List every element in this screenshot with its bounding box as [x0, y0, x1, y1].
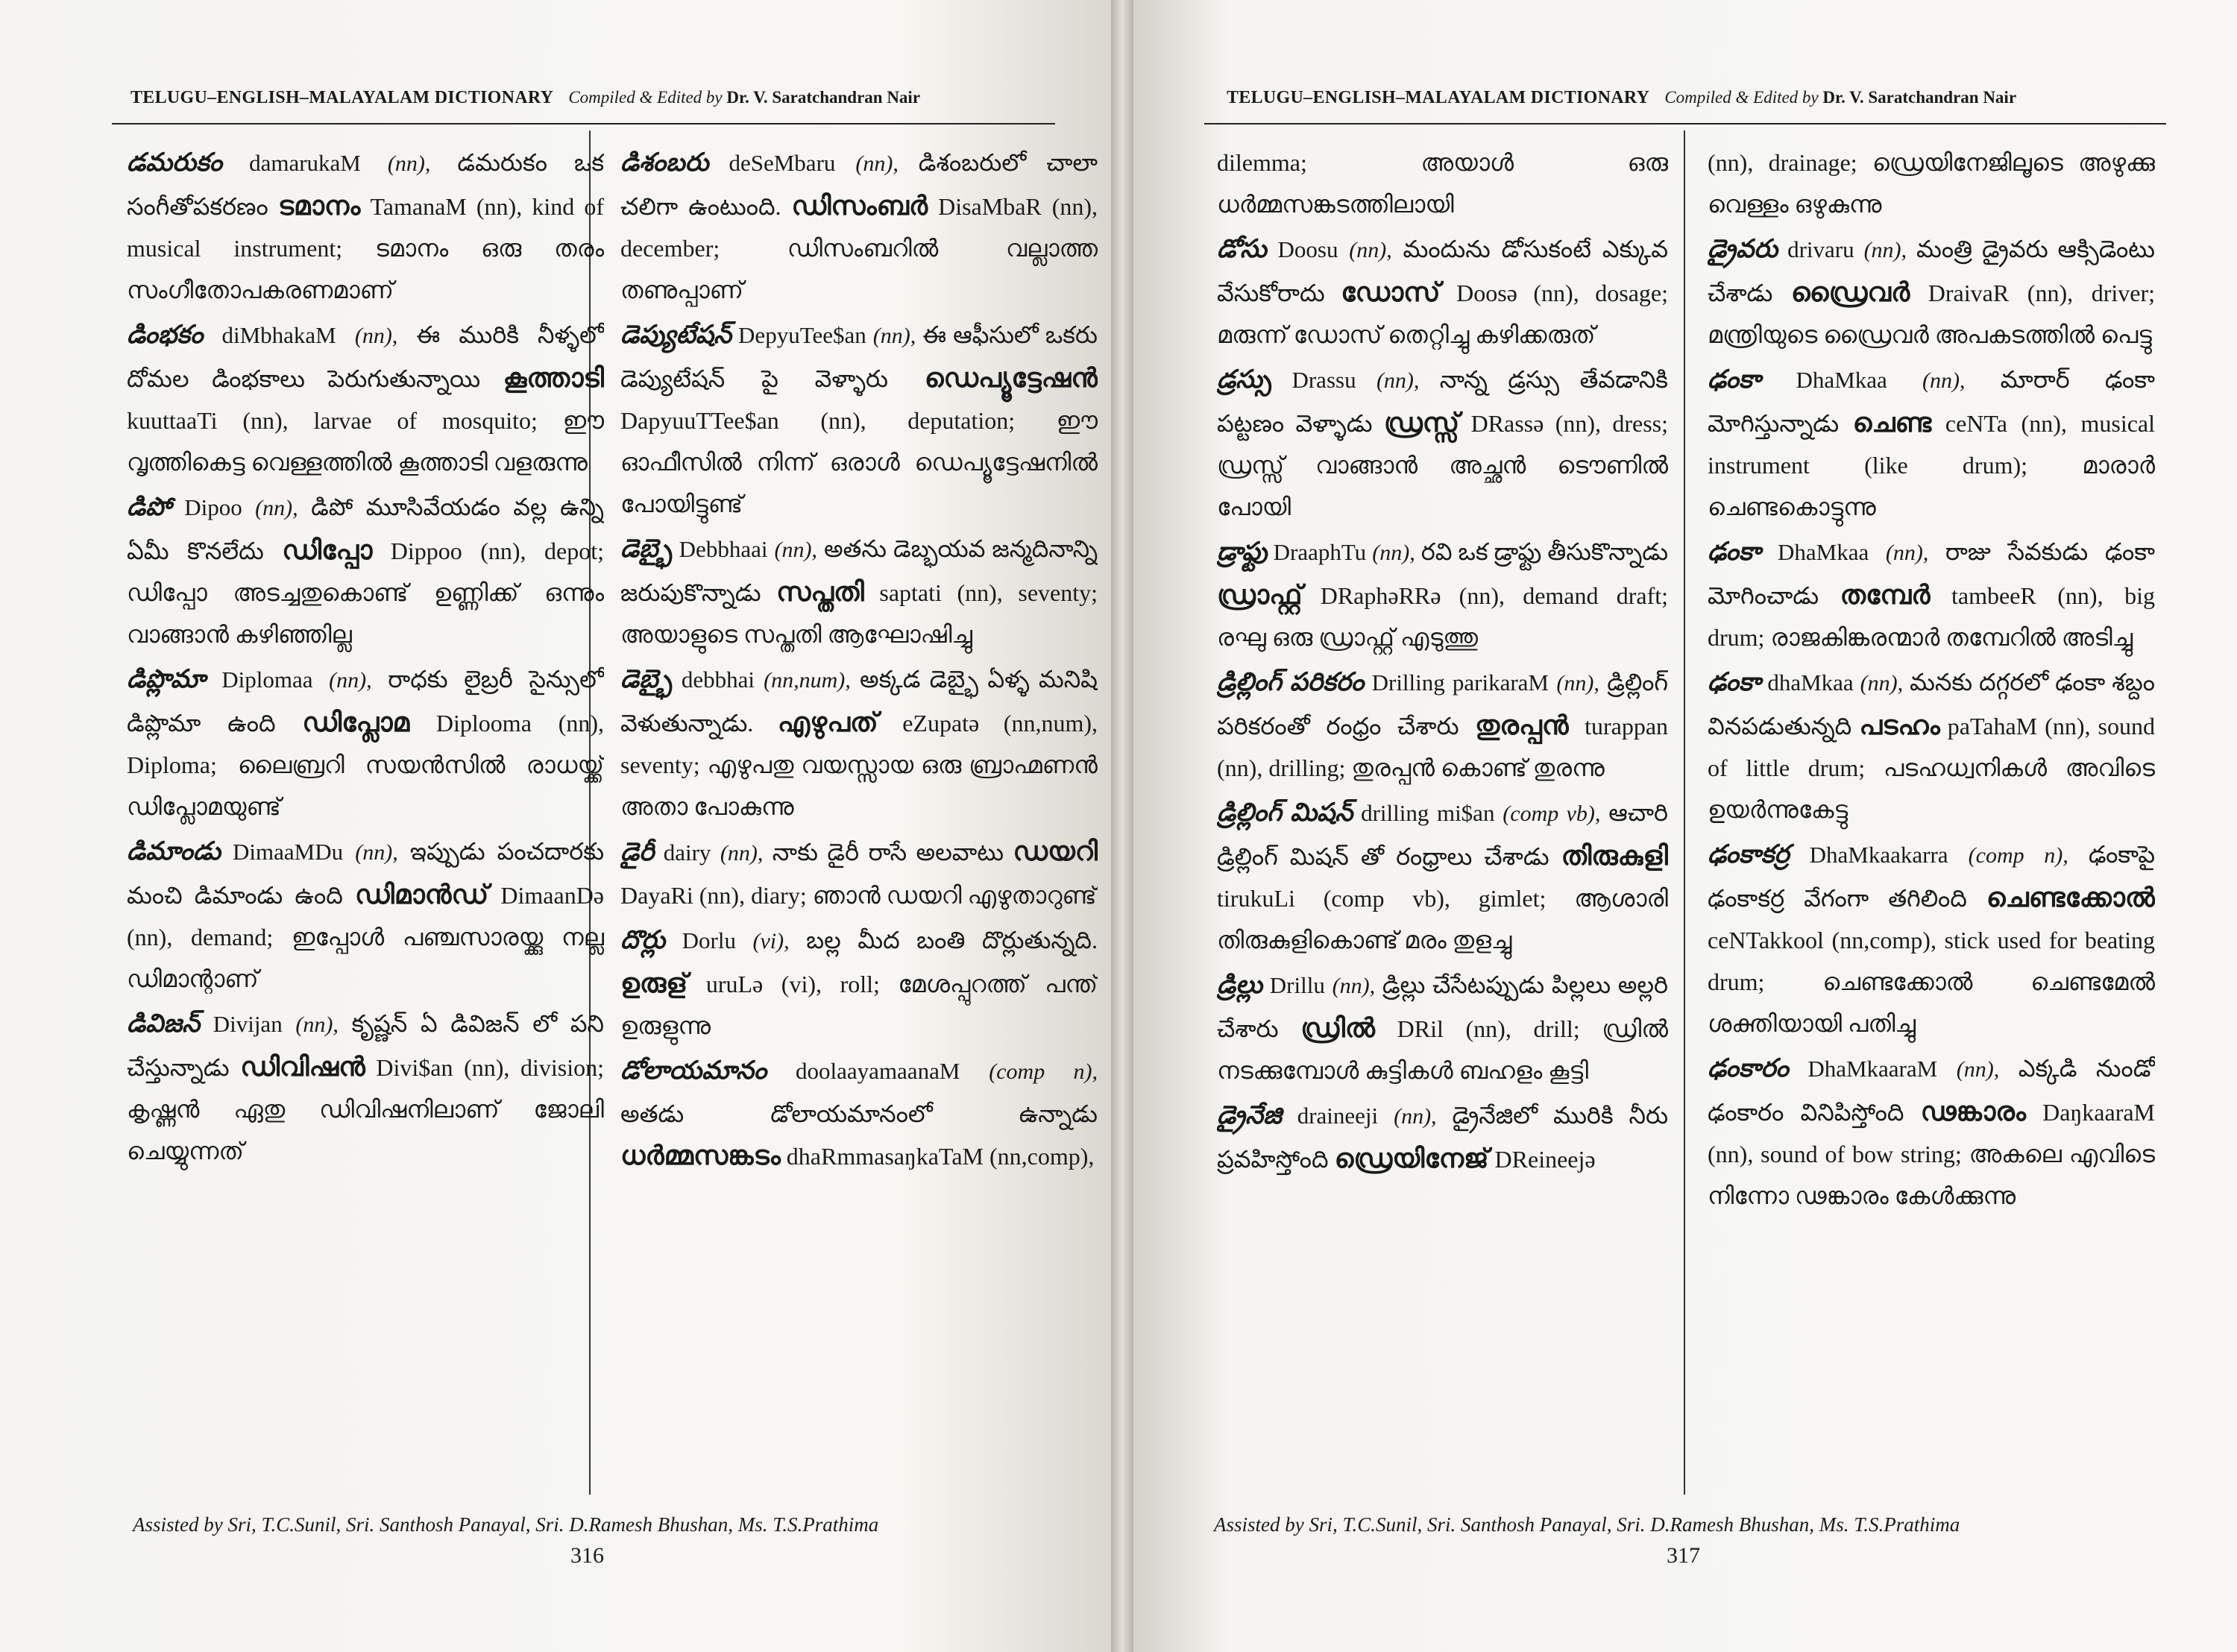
right-page	[1118, 0, 2237, 1652]
english-malayalam-gloss: kuuttaaTi (nn), larvae of mosquito; ഈ വൃത്തികെട്ട വെള്ളത്തിൽ കൂത്താടി വളരുന്നു	[127, 407, 604, 476]
headword: డిపో	[127, 494, 172, 521]
english-malayalam-gloss: (nn), drainage; ഡ്രെയിനേജിലൂടെ അഴുക്കു വെള്ളം ഒഴുകുന്നു	[1708, 149, 2155, 218]
grammar-tag: (nn),	[355, 840, 398, 865]
headword: డ్రిల్లింగ్ పరికరం	[1217, 669, 1365, 696]
dictionary-entry	[1217, 359, 1668, 528]
grammar-tag: (comp n),	[989, 1059, 1098, 1084]
grammar-tag: (nn),	[774, 537, 817, 562]
header-compiled: Compiled & Edited by Dr. V. Saratchandran Nair	[568, 88, 921, 107]
left-footer-credits: Assisted by Sri, T.C.Sunil, Sri. Santhosh Panayal, Sri. D.Ramesh Bhushan, Ms. T.S.Prathima	[133, 1513, 879, 1536]
telugu-example: ఈ మురికి నీళ్ళలో దోమల డింభకాలు పెరుగుతున్నాయి	[127, 321, 604, 392]
headword: డోలాయమానం	[620, 1057, 767, 1085]
telugu-example: రవి ఒక డ్రాఫ్టు తీసుకొన్నాడు	[1420, 538, 1668, 565]
english-malayalam-gloss: DRil (nn), drill; ഡ്രിൽ നടക്കുമ്പോൾ കുട്ടികൾ ബഹളം കൂട്ടി	[1217, 1015, 1668, 1084]
transliteration: dhaMkaa	[1767, 669, 1854, 696]
telugu-example: ఈ ఆఫీసులో ఒకరు డెప్యుటేషన్ పై వెళ్ళారు	[620, 321, 1098, 392]
header-title: TELUGU–ENGLISH–MALAYALAM DICTIONARY	[1227, 88, 1650, 107]
headword: డింభకం	[127, 321, 204, 349]
left-page	[0, 0, 1118, 1652]
grammar-tag: (nn),	[1349, 238, 1392, 262]
telugu-example: మనకు దగ్గరలో ఢంకా శబ్దం వినపడుతున్నది	[1708, 669, 2155, 740]
headword: డెప్యుటేషన్	[620, 321, 732, 349]
transliteration: DhaMkaa	[1796, 367, 1887, 393]
english-malayalam-gloss: paTahaM (nn), sound of little drum; പടഹധ്വനികൾ അവിടെ ഉയർന്നുകേട്ടു	[1708, 713, 2155, 823]
headword: డ్రిల్లింగ్ మిషన్	[1217, 799, 1353, 827]
right-column-2	[1708, 142, 2155, 1484]
column-divider	[1684, 130, 1685, 1495]
dictionary-entry	[1217, 964, 1668, 1091]
malayalam-headword: തിരുകുളി	[1561, 841, 1668, 871]
header-rule	[1204, 123, 2166, 124]
headword: డిశంబరు	[620, 149, 709, 177]
telugu-example: బల్ల మీద బంతి దొర్లుతున్నది.	[806, 927, 1098, 953]
grammar-tag: (nn),	[1885, 540, 1929, 565]
dictionary-entry	[1217, 792, 1668, 961]
grammar-tag: (nn),	[255, 496, 298, 520]
header-title: TELUGU–ENGLISH–MALAYALAM DICTIONARY	[130, 88, 554, 107]
malayalam-headword: സപ്തതി	[776, 577, 864, 607]
malayalam-headword: ചെണ്ട	[1852, 408, 1932, 438]
malayalam-headword: ഡയറി	[1013, 836, 1098, 866]
grammar-tag: (nn),	[1860, 671, 1904, 696]
english-malayalam-gloss: ceNTakkool (nn,comp), stick used for beating drum; ചെണ്ടക്കോൽ ചെണ്ടമേൽ ശക്തിയായി പതിച്ചു	[1708, 927, 2155, 1037]
headword: డ్రైనేజి	[1217, 1102, 1282, 1129]
transliteration: Dorlu	[682, 927, 736, 953]
dictionary-entry	[127, 486, 604, 655]
left-header	[130, 88, 920, 108]
malayalam-headword: തമ്പേർ	[1840, 580, 1931, 610]
headword: డెబ్భై	[620, 666, 673, 693]
english-malayalam-gloss: uruLə (vi), roll; മേശപ്പുറത്ത് പന്ത് ഉരുളുന്നു	[620, 971, 1098, 1039]
grammar-tag: (nn),	[1372, 540, 1415, 565]
book-gutter	[1111, 0, 1133, 1652]
telugu-example: రాధకు లైబ్రరీ సైన్సులో డిప్లొమా ఉంది	[127, 666, 604, 737]
english-malayalam-gloss: DimaanDə (nn), demand; ഇപ്പോൾ പഞ്ചസാരയ്ക്കു നല്ല ഡിമാന്റാണ്	[127, 882, 604, 992]
malayalam-headword: ഡ്രെയിനേജ്	[1334, 1144, 1489, 1173]
telugu-example: డిపో మూసివేయడం వల్ల ఉన్ని ఏమీ కొనలేదు	[127, 494, 604, 564]
english-malayalam-gloss: turappan (nn), drilling; തുരപ്പൻ കൊണ്ട് തുരന്നു	[1217, 713, 1668, 781]
malayalam-headword: ഢങ്കാരം	[1920, 1097, 2027, 1126]
dictionary-entry	[1217, 661, 1668, 789]
transliteration: DepyuTee$an	[738, 322, 866, 348]
dictionary-entry	[127, 658, 604, 827]
malayalam-headword: എഴുപത്	[777, 707, 878, 737]
english-malayalam-gloss: TamanaM (nn), kind of musical instrument; ടമാനം ഒരു തരം സംഗീതോപകരണമാണ്	[127, 193, 604, 303]
malayalam-headword: ഡിപ്ലോമ	[302, 707, 410, 737]
headword: డ్రైవరు	[1708, 236, 1778, 263]
malayalam-headword: ഡ്രിൽ	[1300, 1013, 1376, 1043]
dictionary-entry	[1217, 1094, 1668, 1180]
malayalam-headword: ഡെപ്യൂട്ടേഷൻ	[924, 363, 1098, 393]
grammar-tag: (nn),	[1863, 238, 1907, 262]
grammar-tag: (nn),	[855, 151, 899, 176]
grammar-tag: (nn),	[1332, 974, 1376, 998]
telugu-example: డిశంబరులో చాలా చలిగా ఉంటుంది.	[620, 149, 1098, 220]
grammar-tag: (nn),	[295, 1012, 339, 1037]
left-column-2	[620, 142, 1098, 1484]
malayalam-headword: കൂത്താടി	[503, 363, 604, 393]
english-malayalam-gloss: tambeeR (nn), big drum; രാജകിങ്കരന്മാർ തമ്പേറിൽ അടിച്ചു	[1708, 582, 2155, 651]
telugu-example: అతడు డోలాయమానంలో ఉన్నాడు	[620, 1100, 1098, 1127]
grammar-tag: (nn),	[1956, 1057, 2000, 1082]
english-malayalam-gloss: Divi$an (nn), division; കൃഷ്ണൻ ഏതു ഡിവിഷനിലാണ് ജോലി ചെയ്യുന്നത്	[127, 1054, 604, 1164]
dictionary-entry	[127, 142, 604, 311]
malayalam-headword: ഡോസ്	[1341, 277, 1441, 307]
headword: డ్రిల్లు	[1217, 971, 1263, 999]
english-malayalam-gloss: DReineejə	[1494, 1146, 1596, 1173]
transliteration: Diplomaa	[221, 666, 313, 693]
telugu-example: డ్రైనేజిలో మురికి నీరు ప్రవహిస్తోంది	[1217, 1102, 1668, 1173]
malayalam-headword: ഡിപ്പോ	[282, 535, 373, 565]
english-malayalam-gloss: DayaRi (nn), diary; ഞാൻ ഡയറി എഴുതാറുണ്ട്	[620, 882, 1097, 909]
headword: ఢంకా	[1708, 366, 1761, 394]
dictionary-entry	[1708, 359, 2155, 528]
malayalam-headword: ഉരുള്	[620, 968, 688, 998]
telugu-example: ఎక్కడి నుండో ఢంకారం వినిపిస్తోంది	[1708, 1055, 2155, 1126]
grammar-tag: (comp vb),	[1503, 801, 1601, 826]
dictionary-entry	[1708, 1047, 2155, 1217]
transliteration: DimaaMDu	[233, 839, 344, 865]
english-malayalam-gloss: DisaMbaR (nn), december; ഡിസംബറിൽ വല്ലാത്ത തണുപ്പാണ്	[620, 193, 1098, 303]
telugu-example: అతను డెబ్భయవ జన్మదినాన్ని జరుపుకొన్నాడు	[620, 535, 1098, 606]
dictionary-entry	[620, 658, 1098, 827]
english-malayalam-gloss: eZupatə (nn,num), seventy; എഴുപതു വയസ്സായ ഒരു ബ്രാഹ്മണൻ അതാ പോകുന്നു	[620, 710, 1098, 820]
left-column-1	[127, 142, 604, 1484]
headword: డిమాండు	[127, 838, 221, 866]
grammar-tag: (nn),	[354, 324, 398, 348]
grammar-tag: (nn),	[872, 324, 916, 348]
dictionary-entry	[620, 1050, 1098, 1177]
right-column-1	[1217, 142, 1668, 1484]
english-malayalam-gloss: saptati (nn), seventy; അയാളുടെ സപ്തതി ആഘോഷിച്ചു	[620, 579, 1098, 648]
malayalam-headword: ഡ്രസ്സ്	[1383, 408, 1460, 438]
dictionary-entry	[620, 528, 1098, 655]
transliteration: DhaMkaa	[1777, 539, 1869, 565]
grammar-tag: (comp n),	[1968, 843, 2068, 868]
dictionary-entry	[1708, 142, 2155, 225]
grammar-tag: (nn),	[720, 841, 764, 866]
english-malayalam-gloss: tirukuLi (comp vb), gimlet; ആശാരി തിരുകുളികൊണ്ട് മരം തുളച്ചു	[1217, 885, 1668, 953]
english-malayalam-gloss: Doosə (nn), dosage; മരുന്ന് ഡോസ് തെറ്റിച്ചു കഴിക്കരുത്	[1217, 280, 1668, 348]
english-malayalam-gloss: Diplooma (nn), Diploma; ലൈബ്രറി സയൻസിൽ രാധയ്ക്ക് ഡിപ്ലോമയുണ്ട്	[127, 710, 604, 820]
headword: డ్రస్సు	[1217, 366, 1272, 394]
english-malayalam-gloss: Dippoo (nn), depot; ഡിപ്പോ അടച്ചതുകൊണ്ട് ഉണ്ണിക്ക് ഒന്നും വാങ്ങാൻ കഴിഞ്ഞില്ല	[127, 537, 604, 648]
telugu-example: డ్రిల్లింగ్ పరికరంతో రంధ్రం చేశారు	[1217, 669, 1668, 740]
telugu-example: మందును డోసుకంటే ఎక్కువ వేసుకోరాదు	[1217, 236, 1668, 306]
malayalam-headword: ചെണ്ടക്കോൽ	[1986, 883, 2155, 912]
transliteration: DhaMkaakarra	[1809, 842, 1948, 868]
header-compiled: Compiled & Edited by Dr. V. Saratchandran Nair	[1664, 88, 2017, 107]
dictionary-entry	[620, 314, 1098, 525]
grammar-tag: (vi),	[752, 929, 790, 953]
grammar-tag: (nn),	[1922, 368, 1966, 393]
header-editor: Dr. V. Saratchandran Nair	[726, 88, 921, 107]
header-rule	[112, 123, 1055, 124]
telugu-example: ఢంకాపై ఢంకాకర్ర వేగంగా తగిలింది	[1708, 841, 2155, 912]
headword: ఢంకా	[1708, 669, 1761, 696]
right-footer-credits: Assisted by Sri, T.C.Sunil, Sri. Santhosh Panayal, Sri. D.Ramesh Bhushan, Ms. T.S.Prathima	[1214, 1513, 1960, 1536]
english-malayalam-gloss: dilemma; അയാൾ ഒരു ധർമ്മസങ്കടത്തിലായി	[1217, 149, 1668, 218]
header-editor: Dr. V. Saratchandran Nair	[1822, 88, 2017, 107]
telugu-example: ఆచారి డ్రిల్లింగ్ మిషన్ తో రంధ్రాలు చేశాడు	[1217, 799, 1668, 870]
telugu-example: నాన్న డ్రస్సు తేవడానికి పట్టణం వెళ్ళాడు	[1217, 366, 1668, 437]
dictionary-entry	[620, 830, 1098, 916]
grammar-tag: (nn,num),	[764, 668, 851, 693]
dictionary-entry	[1708, 228, 2155, 356]
headword: డోసు	[1217, 236, 1267, 263]
malayalam-headword: ഡ്രൈവർ	[1790, 277, 1910, 307]
dictionary-entry	[1217, 142, 1668, 225]
english-malayalam-gloss: DapyuuTTee$an (nn), deputation; ഈ ഓഫീസിൽ നിന്ന് ഒരാൾ ഡെപ്യൂട്ടേഷനിൽ പോയിട്ടുണ്ട്	[620, 407, 1098, 517]
telugu-example: అక్కడ డెబ్భై ఏళ్ళ మనిషి వెళుతున్నాడు.	[620, 666, 1098, 737]
english-malayalam-gloss: DaŋkaaraM (nn), sound of bow string; അകലെ എവിടെ നിന്നോ ഢങ്കാരം കേൾക്കുന്നു	[1708, 1099, 2155, 1209]
english-malayalam-gloss: dhaRmmasaŋkaTaM (nn,comp),	[786, 1143, 1095, 1170]
dictionary-entry	[1708, 833, 2155, 1044]
dictionary-entry	[127, 314, 604, 483]
headword: దొర్లు	[620, 927, 666, 954]
english-malayalam-gloss: DRassə (nn), dress; ഡ്രസ്സ് വാങ്ങാൻ അച്ഛൻ ടൌണിൽ പോയി	[1217, 410, 1668, 520]
headword: డివిజన్	[127, 1010, 201, 1038]
headword: డమరుకం	[127, 149, 223, 177]
telugu-example: నాకు డైరీ రాసే అలవాటు	[772, 839, 1004, 866]
transliteration: Doosu	[1277, 236, 1338, 262]
malayalam-headword: പടഹം	[1859, 710, 1940, 740]
malayalam-headword: ധർമ്മസങ്കടം	[620, 1141, 781, 1170]
headword: ఢంకా	[1708, 538, 1761, 566]
transliteration: Debbhaai	[679, 536, 768, 562]
headword: డైరీ	[620, 839, 655, 866]
headword: ఢంకాకర్ర	[1708, 841, 1790, 868]
telugu-example: డమరుకం ఒక సంగీతోపకరణం	[127, 149, 604, 220]
dictionary-entry	[1217, 228, 1668, 356]
malayalam-headword: ഡിസംബർ	[791, 191, 928, 221]
headword: ఢంకారం	[1708, 1055, 1789, 1082]
malayalam-headword: ഡിമാൻഡ്	[355, 880, 489, 909]
malayalam-headword: ഡിവിഷൻ	[240, 1052, 365, 1082]
malayalam-headword: തുരപ്പൻ	[1475, 710, 1569, 740]
dictionary-entry	[620, 919, 1098, 1047]
english-malayalam-gloss: DraivaR (nn), driver; മന്ത്രിയുടെ ഡ്രൈവർ അപകടത്തിൽ പെട്ടു	[1708, 280, 2155, 348]
transliteration: debbhai	[681, 666, 755, 693]
headword: డిప్లొమా	[127, 666, 206, 693]
dictionary-entry	[127, 1003, 604, 1172]
english-malayalam-gloss: ceNTa (nn), musical instrument (like drum); മാരാർ ചെണ്ടകൊട്ടുന്നു	[1708, 410, 2155, 520]
right-page-number: 317	[1667, 1543, 1700, 1568]
transliteration: DraaphTu	[1273, 539, 1367, 565]
telugu-example: రాజు సేవకుడు ఢంకా మోగించాడు	[1708, 538, 2155, 609]
telugu-example: కృష్ణన్ ఏ డివిజన్ లో పని చేస్తున్నాడు	[127, 1010, 604, 1081]
transliteration: Drilling parikaraM	[1371, 669, 1549, 696]
transliteration: Divijan	[213, 1011, 283, 1037]
dictionary-entry	[620, 142, 1098, 311]
transliteration: doolaayamaanaM	[796, 1058, 960, 1084]
grammar-tag: (nn),	[1556, 671, 1599, 696]
grammar-tag: (nn),	[1376, 368, 1420, 393]
transliteration: damarukaM	[249, 150, 361, 176]
left-page-number: 316	[570, 1543, 604, 1568]
transliteration: drivaru	[1787, 236, 1854, 262]
dictionary-entry	[1708, 661, 2155, 830]
malayalam-headword: ടമാനം	[277, 191, 361, 221]
grammar-tag: (nn),	[387, 151, 431, 176]
telugu-example: మారార్ ఢంకా మోగిస్తున్నాడు	[1708, 366, 2155, 437]
telugu-example: ఇప్పుడు పంచదారకు మంచి డిమాండు ఉంది	[127, 838, 604, 909]
transliteration: Drillu	[1269, 972, 1325, 998]
grammar-tag: (nn),	[1394, 1104, 1437, 1129]
transliteration: draineeji	[1297, 1103, 1379, 1129]
malayalam-headword: ഡ്രാഫ്റ്റ്	[1217, 580, 1303, 610]
transliteration: DhaMkaaraM	[1807, 1056, 1938, 1082]
dictionary-entry	[1708, 531, 2155, 658]
telugu-example: మంత్రి డ్రైవరు ఆక్సిడెంటు చేశాడు	[1708, 236, 2155, 306]
headword: డ్రాఫ్టు	[1217, 538, 1268, 566]
telugu-example: డ్రిల్లు చేసేటప్పుడు పిల్లలు అల్లరి చేశారు	[1217, 971, 1668, 1042]
headword: డెబ్భై	[620, 535, 673, 563]
transliteration: drilling mi$an	[1361, 800, 1495, 826]
transliteration: deSeMbaru	[729, 150, 836, 176]
grammar-tag: (nn),	[329, 668, 372, 693]
dictionary-entry	[1217, 531, 1668, 658]
english-malayalam-gloss: DRaphəRRə (nn), demand draft; രഘു ഒരു ഡ്രാഫ്റ്റ് എടുത്തു	[1217, 582, 1668, 651]
right-header	[1227, 88, 2016, 108]
transliteration: dairy	[663, 839, 711, 866]
transliteration: Dipoo	[184, 494, 242, 520]
dictionary-entry	[127, 830, 604, 1000]
transliteration: diMbhakaM	[221, 322, 336, 348]
transliteration: Drassu	[1291, 367, 1356, 393]
